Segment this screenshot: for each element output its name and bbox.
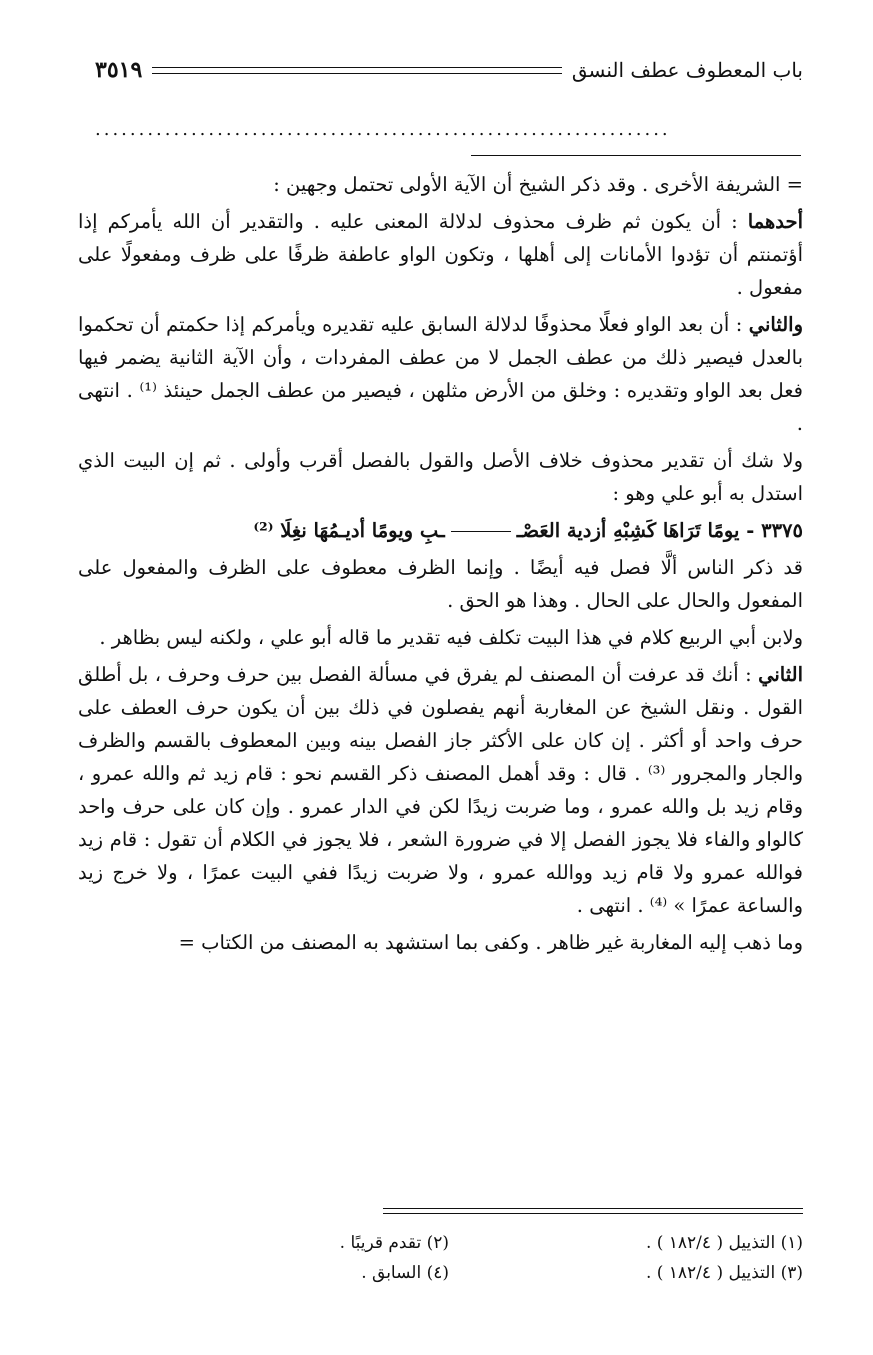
dotted-separator: .................................................................. <box>95 120 671 140</box>
paragraph-lead: والثاني <box>748 313 803 336</box>
header-rule <box>152 67 562 74</box>
footnote: (٣) التذييل ( ١٨٢/٤ ) . <box>645 1263 803 1283</box>
paragraph: قد ذكر الناس ألَّا فصل فيه أيضًا . وإنما الظرف معطوف على الظرف والمفعول على المفعول والحال على الحال . وهذا هو الحق . <box>78 556 803 612</box>
verse-first-hemistich: ٣٣٧٥ - يومًا تَرَاهَا كَشِبْهِ أزدية العَصْـ <box>516 519 803 542</box>
page-number: ٣٥١٩ <box>95 57 143 83</box>
verse-divider <box>451 531 511 532</box>
poetry-verse <box>78 514 803 547</box>
paragraph: ولا شك أن تقدير محذوف خلاف الأصل والقول بالفصل أقرب وأولى . ثم إن البيت الذي استدل به أبو علي وهو : <box>78 449 803 505</box>
paragraph <box>78 205 803 304</box>
verse-second-hemistich: ـبِ ويومًا أديـمُهَا نغِلَا ⁽²⁾ <box>253 519 445 542</box>
paragraph-text: : أن بعد الواو فعلًا محذوفًا لدلالة السابق عليه تقديره ويأمركم إذا حكمتم أن تحكموا بالعدل فيصير ذلك من عطف الجمل لا من عطف المفردات ، وأن الآية الثانية يضمر فيها فعل بعد الواو وتقديره : وخلق من الأرض مثلهن ، فيصير من عطف الجمل حينئذ ⁽¹⁾ . انتهى . <box>78 313 803 435</box>
section-rule <box>471 155 801 156</box>
paragraph-text: : أنك قد عرفت أن المصنف لم يفرق في مسألة الفصل بين حرف وحرف ، بل أطلق القول . ونقل الشيخ عن المغاربة أنهم يفصلون في ذلك بين أن يكون حرف العطف على حرف واحد أو أكثر . إن كان على الأكثر جاز الفصل بينه وبين المعطوف بالقسم والظرف والجار والمجرور ⁽³⁾ . قال : وقد أهمل المصنف ذكر القسم نحو : قام زيد ثم والله عمرو ، وقام زيد بل والله عمرو ، وما ضربت زيدًا لكن في الدار عمرو . وإن كان على حرف واحد كالواو والفاء فلا يجوز الفصل إلا في ضرورة الشعر ، فلا يجوز في الكلام أن تقول : قام زيد فوالله عمرو ولا قام زيد ووالله عمرو ، ولا ضربت زيدًا ففي البيت عمرًا ، ولا خرج زيد والساعة عمرًا » ⁽⁴⁾ . انتهى . <box>78 663 803 917</box>
paragraph <box>78 658 803 922</box>
paragraph-lead: الثاني <box>758 663 803 686</box>
footnote: (٢) تقدم قريبًا . <box>339 1233 449 1253</box>
paragraph-text: : أن يكون ثم ظرف محذوف لدلالة المعنى عليه . والتقدير أن الله يأمركم إذا أؤتمنتم أن تؤدوا الأمانات إلى أهلها ، وتكون الواو عاطفة ظرفًا على ظرف ومفعولًا على مفعول . <box>78 210 803 299</box>
chapter-title: باب المعطوف عطف النسق <box>571 58 803 82</box>
paragraph-lead: أحدهما <box>747 210 803 233</box>
footnotes <box>95 1228 803 1288</box>
footnote: (٤) السابق . <box>361 1263 449 1283</box>
footnote-rule <box>383 1208 803 1214</box>
paragraph <box>78 308 803 440</box>
paragraph: وما ذهب إليه المغاربة غير ظاهر . وكفى بما استشهد به المصنف من الكتاب = <box>178 931 803 954</box>
running-header <box>95 50 803 90</box>
paragraph: ولابن أبي الربيع كلام في هذا البيت تكلف فيه تقدير ما قاله أبو علي ، ولكنه ليس بظاهر . <box>99 626 803 649</box>
footnote: (١) التذييل ( ١٨٢/٤ ) . <box>645 1233 803 1253</box>
main-text <box>78 168 803 963</box>
paragraph: = الشريفة الأخرى . وقد ذكر الشيخ أن الآية الأولى تحتمل وجهين : <box>273 173 803 196</box>
